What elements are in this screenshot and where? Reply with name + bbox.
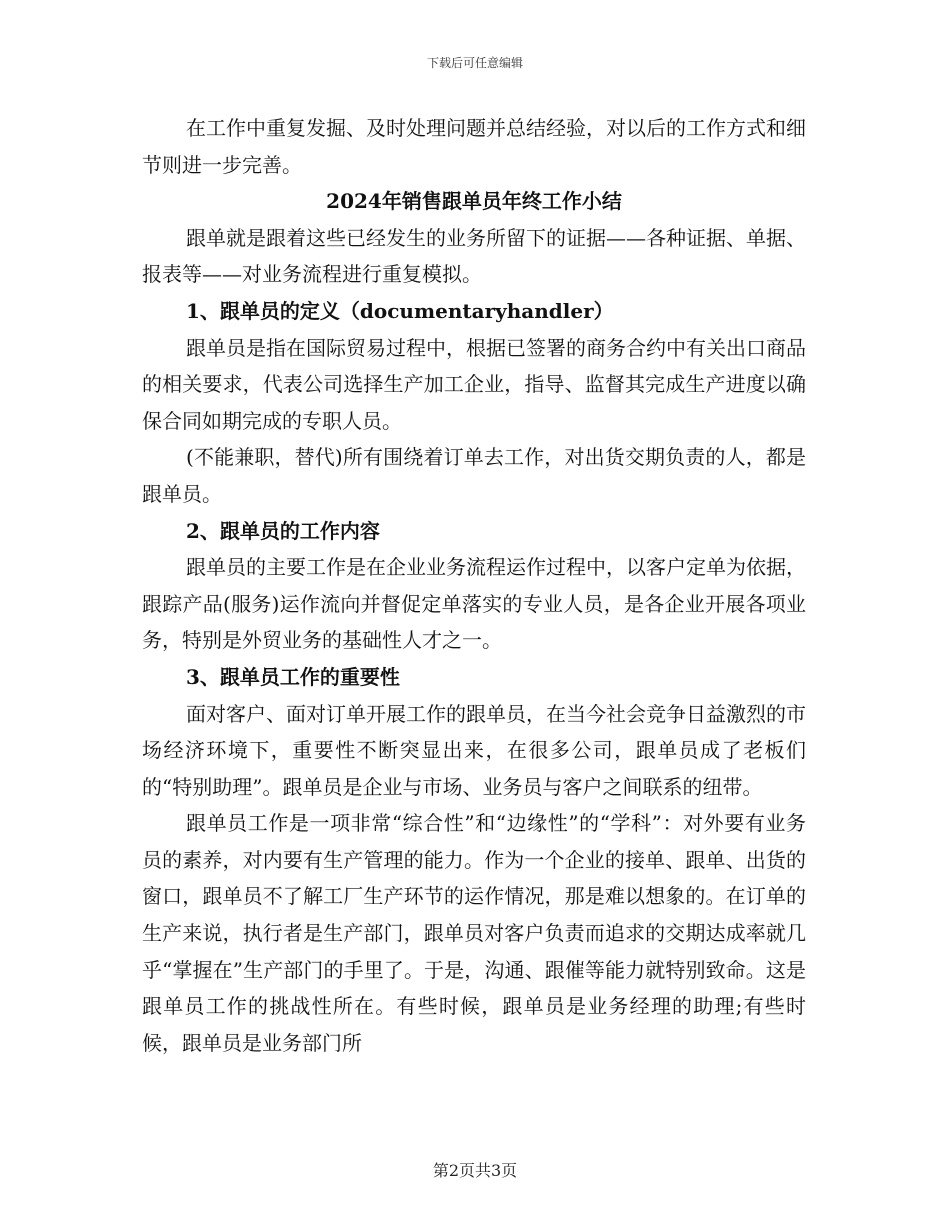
section-heading-2: 2、跟单员的工作内容 — [186, 518, 380, 543]
paragraph-definition-note: (不能兼职，替代)所有围绕着订单去工作，对出货交期负责的人，都是跟单员。 — [142, 445, 806, 506]
page-header: 下载后可任意编辑 — [426, 56, 523, 70]
paragraph-intro: 在工作中重复发掘、及时处理问题并总结经验，对以后的工作方式和细节则进一步完善。 — [142, 116, 806, 177]
paragraph-definition: 跟单员是指在国际贸易过程中，根据已签署的商务合约中有关出口商品的相关要求，代表公司选择生产加工企业，指导、监督其完成生产进度以确保合同如期完成的专职人员。 — [142, 335, 806, 433]
paragraph-definition-intro: 跟单就是跟着这些已经发生的业务所留下的证据——各种证据、单据、报表等——对业务流程进行重复模拟。 — [142, 225, 806, 287]
page-footer: 第2页共3页 — [432, 1161, 518, 1180]
paragraph-importance-1: 面对客户、面对订单开展工作的跟单员，在当今社会竞争日益激烈的市场经济环境下，重要性不断突显出来，在很多公司，跟单员成了老板们的“特别助理”。跟单员是企业与市场、业务员与客户之间联系的纽带。 — [142, 701, 806, 799]
document-title: 2024年销售跟单员年终工作小结 — [326, 189, 622, 214]
paragraph-work-content: 跟单员的主要工作是在企业业务流程运作过程中，以客户定单为依据，跟踪产品(服务)运作流向并督促定单落实的专业人员，是各企业开展各项业务，特别是外贸业务的基础性人才之一。 — [142, 555, 806, 653]
section-heading-1: 1、跟单员的定义（documentaryhandler） — [186, 298, 614, 323]
section-heading-3: 3、跟单员工作的重要性 — [186, 664, 400, 689]
document-body — [142, 110, 806, 1061]
paragraph-importance-2: 跟单员工作是一项非常“综合性”和“边缘性”的“学科”：对外要有业务员的素养，对内要有生产管理的能力。作为一个企业的接单、跟单、出货的窗口，跟单员不了解工厂生产环节的运作情况，那是难以想象的。在订单的生产来说，执行者是生产部门，跟单员对客户负责而追求的交期达成率就几乎“掌握在”生产部门的手里了。于是，沟通、跟催等能力就特别致命。这是跟单员工作的挑战性所在。有些时候，跟单员是业务经理的助理;有些时候，跟单员是业务部门所 — [142, 811, 806, 1055]
